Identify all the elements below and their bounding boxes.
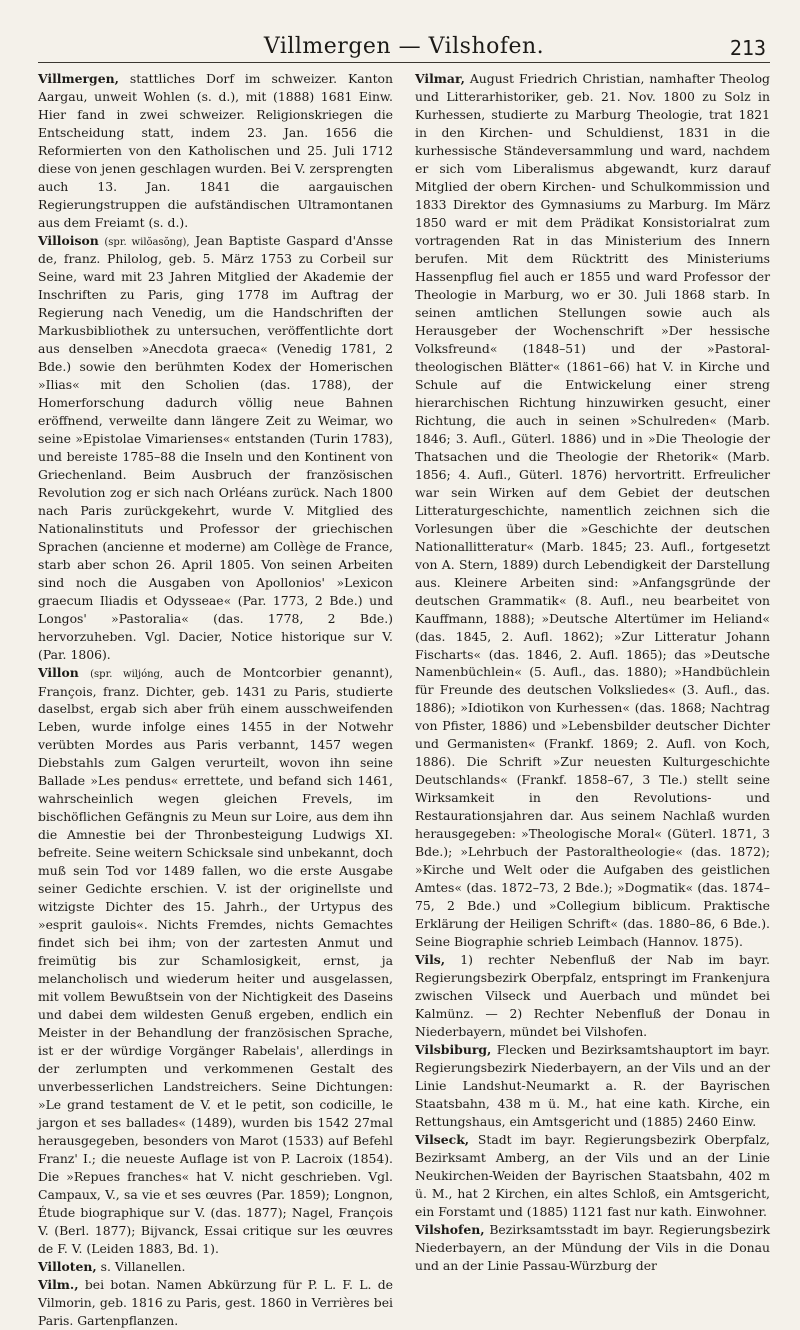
page-number: 213 — [729, 36, 766, 60]
entry-vils — [415, 951, 770, 1041]
entry-vilsbiburg — [415, 1041, 770, 1131]
entry-body: s. Villanellen. — [100, 1259, 186, 1274]
entry-vilm — [38, 1276, 393, 1330]
headword: Vilseck, — [415, 1132, 470, 1148]
entry-vilmar — [415, 70, 770, 951]
headword: Vilmar, — [415, 71, 465, 86]
entry-villmergen — [38, 70, 393, 232]
headword: Villoison — [38, 232, 99, 248]
entry-villoison — [38, 232, 393, 664]
left-column — [38, 70, 393, 1330]
headword: Villon — [38, 665, 79, 680]
headword: Vilshofen, — [415, 1222, 485, 1237]
headword: Villoten, — [38, 1259, 97, 1274]
text-columns — [38, 70, 770, 1330]
entry-body: Jean Baptiste Gaspard d'Ansse de, franz. Philolog, geb. 5. März 1753 zu Corbeil sur Seine, ward mit 23 Jahren Mitglied der Akademie der Inschriften zu Paris, ging 1778 im Auftrag der Regierung nach Venedig, um die Handschriften der Markusbibliothek zu untersuchen, veröffentlichte dort aus denselben »Anecdota graeca« (Venedig 1781, 2 Bde.) sowie den berühmten Kodex der Homerischen »Ilias« mit den Scholien (das. 1788), der Homerforschung dadurch völlig neue Bahnen eröffnend, verweilte dann längere Zeit zu Weimar, wo seine »Epistolae Vimarienses« entstanden (Turin 1783), und bereiste 1785–88 die Inseln und den Kontinent von Griechenland. Beim Ausbruch der französischen Revolution zog er sich nach Orléans zurück. Nach 1800 nach Paris zurückgekehrt, wurde V. Mitglied des Nationalinstituts und Professor der griechischen Sprachen (ancienne et moderne) am Collège de France, starb aber schon 26. April 1805. Von seinen Arbeiten sind noch die Ausgaben von Apollonios' »Lexicon graecum Iliadis et Odysseae« (Par. 1773, 2 Bde.) und Longos' »Pastoralia« (das. 1778, 2 Bde.) hervorzuheben. Vgl. Dacier, Notice historique sur V. (Par. 1806). — [38, 232, 393, 663]
entry-villoten — [38, 1258, 393, 1276]
headword: Vilsbiburg, — [415, 1042, 492, 1058]
entry-body: Flecken und Bezirksamtshauptort im bayr. Regierungsbezirk Niederbayern, an der Vils und an der Linie Landshut-Neumarkt a. R. der Bayrischen Staatsbahn, 438 m ü. M., hat eine kath. Kirche, ein Rettungshaus, ein Amtsgericht und (1885) 2460 Einw. — [415, 1042, 770, 1130]
entry-body: Bezirksamtsstadt im bayr. Regierungsbezirk Niederbayern, an der Mündung der Vils in die Donau und an der Linie Passau-Würzburg der — [415, 1222, 770, 1273]
entry-body: 1) rechter Nebenfluß der Nab im bayr. Regierungsbezirk Oberpfalz, entspringt im Frankenjura zwischen Vilseck und Auerbach und mündet bei Kalmünz. — 2) Rechter Nebenfluß der Donau in Niederbayern, mündet bei Vilshofen. — [415, 952, 770, 1040]
header-rule — [38, 62, 770, 63]
headword: Vils, — [415, 952, 446, 968]
entry-body: bei botan. Namen Abkürzung für P. L. F. L. de Vilmorin, geb. 1816 zu Paris, gest. 1860 in Verrières bei Paris. Gartenpflanzen. — [38, 1276, 393, 1328]
entry-body: Stadt im bayr. Regierungsbezirk Oberpfalz, Bezirksamt Amberg, an der Vils und an der Linie Neukirchen-Weiden der Bayrischen Staatsbahn, 402 m ü. M., hat 2 Kirchen, ein altes Schloß, ein Amtsgericht, ein Forstamt und (1885) 1121 fast nur kath. Einwohner. — [415, 1132, 770, 1220]
pronunciation: (spr. wiljóng, — [90, 669, 164, 680]
headword: Vilm., — [38, 1276, 79, 1292]
right-column — [415, 70, 770, 1330]
entry-body: stattliches Dorf im schweizer. Kanton Aargau, unweit Wohlen (s. d.), mit (1888) 1681 Einw. Hier fand in zwei schweizer. Religionskriegen die Entscheidung statt, indem 23. Jan. 1656 die Reformierten von den Katholischen und 25. Juli 1712 diese von jenen geschlagen wurden. Bei V. zersprengten auch 13. Jan. 1841 die aargauischen Regierungstruppen die aufständischen Ultramontanen aus dem Freiamt (s. d.). — [38, 71, 393, 230]
entry-vilshofen — [415, 1221, 770, 1275]
page-header — [38, 28, 770, 62]
entry-villon — [38, 664, 393, 1258]
entry-body: auch de Montcorbier genannt), François, franz. Dichter, geb. 1431 zu Paris, studierte daselbst, ergab sich aber früh einem ausschweifenden Leben, wurde infolge eines 1455 in der Notwehr verübten Mordes aus Paris verbannt, 1457 wegen Diebstahls zum Galgen verurteilt, wovon ihn seine Ballade »Les pendus« errettete, und befand sich 1461, wahrscheinlich wegen gleichen Frevels, im bischöflichen Gefängnis zu Meun sur Loire, aus dem ihn die Amnestie bei der Thronbesteigung Ludwigs XI. befreite. Seine weitern Schicksale sind unbekannt, doch muß sein Tod vor 1489 fallen, wo die erste Ausgabe seiner Gedichte erschien. V. ist der originellste und witzigste Dichter des 15. Jahrh., der Urtypus des »esprit gaulois«. Nichts Fremdes, nichts Gemachtes findet sich bei ihm; von der zartesten Anmut und freimütig bis zur Schamlosigkeit, ernst, ja melancholisch und wiederum heiter und ausgelassen, mit vollem Bewußtsein von der Nichtigkeit des Daseins und dabei dem wildesten Genuß ergeben, endlich ein Meister in der Behandlung der französischen Sprache, ist er der würdige Vorgänger Rabelais', allerdings in der zerlumpten und verkommenen Gestalt des unverbesserlichen Landstreichers. Seine Dichtungen: »Le grand testament de V. et le petit, son codicille, le jargon et ses ballades« (1489), wurden bis 1542 27mal herausgegeben, besonders von Marot (1533) auf Befehl Franz' I.; die neueste Auflage ist von P. Lacroix (1854). Die »Repues franches« hat V. nicht geschrieben. Vgl. Campaux, V., sa vie et ses œuvres (Par. 1859); Longnon, Étude biographique sur V. (das. 1877); Nagel, François V. (Berl. 1877); Bijvanck, Essai critique sur les œuvres de F. V. (Leiden 1883, Bd. 1). — [38, 665, 393, 1257]
headword: Villmergen, — [38, 71, 119, 86]
entry-vilseck — [415, 1131, 770, 1221]
entry-body: August Friedrich Christian, namhafter Theolog und Litterarhistoriker, geb. 21. Nov. 1800 zu Solz in Kurhessen, studierte zu Marburg Theologie, trat 1821 in den Kirchen- und Schuldienst, 1831 in die kurhessische Ständeversammlung und ward, nachdem er sich vom Liberalismus abgewandt, kurz darauf Mitglied der obern Kirchen- und Schulkommission und 1833 Direktor des Gymnasiums zu Marburg. Im März 1850 ward er mit dem Prädikat Konsistorialrat zum vortragenden Rat in das Ministerium des Innern berufen. Mit dem Rücktritt des Ministeriums Hassenpflug fiel auch er 1855 und ward Professor der Theologie in Marburg, wo er 30. Juli 1868 starb. In seinen amtlichen Stellungen sowie auch als Herausgeber der Wochenschrift »Der hessische Volksfreund« (1848–51) und der »Pastoral-theologischen Blätter« (1861–66) hat V. in Kirche und Schule auf die Entwickelung einer streng hierarchischen Richtung hinzuwirken gesucht, einer Richtung, die auch in seinen »Schulreden« (Marb. 1846; 3. Aufl., Güterl. 1886) und in »Die Theologie der Thatsachen und die Theologie der Rhetorik« (Marb. 1856; 4. Aufl., Güterl. 1876) hervortritt. Erfreulicher war sein Wirken auf dem Gebiet der deutschen Litteraturgeschichte, namentlich zeichnen sich die Vorlesungen über die »Geschichte der deutschen Nationallitteratur« (Marb. 1845; 23. Aufl., fortgesetzt von A. Stern, 1889) durch Lebendigkeit der Darstellung aus. Kleinere Arbeiten sind: »Anfangsgründe der deutschen Grammatik« (8. Aufl., neu bearbeitet von Kauffmann, 1888); »Deutsche Altertümer im Heliand« (das. 1845, 2. Aufl. 1862); »Zur Litteratur Johann Fischarts« (das. 1846, 2. Aufl. 1865); das »Deutsche Namenbüchlein« (5. Aufl., das. 1880); »Handbüchlein für Freunde des deutschen Volksliedes« (3. Aufl., das. 1886); »Idiotikon von Kurhessen« (das. 1868; Nachtrag von Pfister, 1886) und »Lebensbilder deutscher Dichter und Germanisten« (Frankf. 1869; 2. Aufl. von Koch, 1886). Die Schrift »Zur neuesten Kulturgeschichte Deutschlands« (Frankf. 1858–67, 3 Tle.) stellt seine Wirksamkeit in den Revolutions- und Restaurationsjahren dar. Aus seinem Nachlaß wurden herausgegeben: »Theologische Moral« (Güterl. 1871, 3 Bde.); »Lehrbuch der Pastoraltheologie« (das. 1872); »Kirche und Welt oder die Aufgaben des geistlichen Amtes« (das. 1872–73, 2 Bde.); »Dogmatik« (das. 1874–75, 2 Bde.) und »Collegium biblicum. Praktische Erklärung der Heiligen Schrift« (das. 1880–86, 6 Bde.). Seine Biographie schrieb Leimbach (Hannov. 1875). — [415, 71, 770, 950]
running-head: Villmergen — Vilshofen. — [263, 34, 545, 59]
pronunciation: (spr. wilŏasŏng), — [104, 236, 190, 248]
